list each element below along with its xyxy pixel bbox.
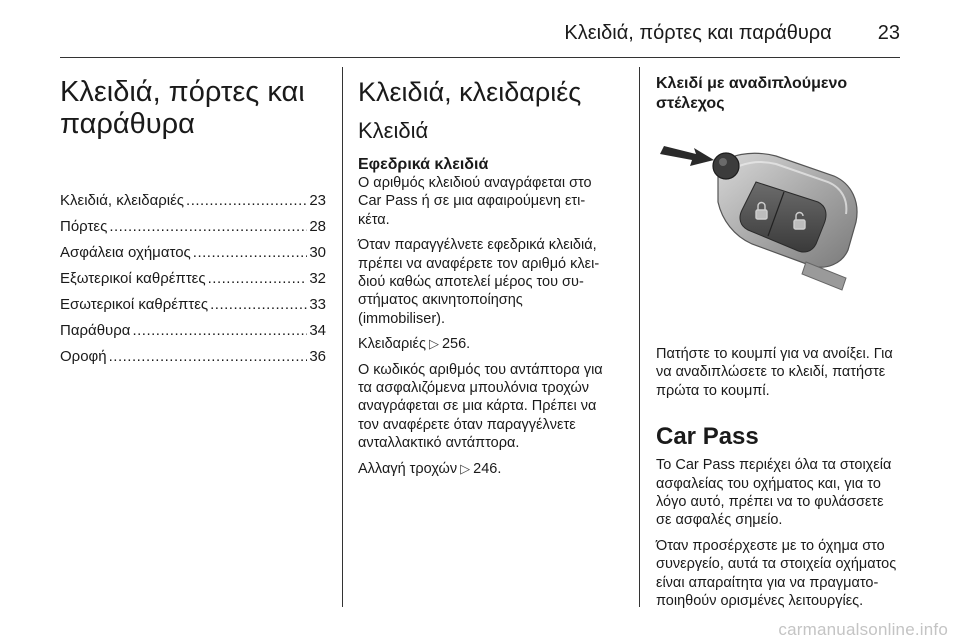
toc-entry[interactable] <box>60 192 326 218</box>
text-line: να αναδιπλώσετε το κλειδί, πατήστε <box>656 364 886 381</box>
cross-reference-label: Κλειδαριές <box>358 336 426 353</box>
figure-caption <box>656 345 922 400</box>
watermark: carmanualsonline.info <box>778 620 948 639</box>
text-line: πρέπει να αναφέρετε τον αριθμό κλει- <box>358 255 600 272</box>
toc-entry-page: 32 <box>309 270 326 287</box>
text-line: Ο αριθμός κλειδιού αναγράφεται στο <box>358 175 592 191</box>
chapter-title-line-2: παράθυρα <box>60 108 195 140</box>
text-line: σε ασφαλές σημείο. <box>656 512 783 529</box>
arrow-reference-icon: ▷ <box>460 460 471 476</box>
running-header <box>60 14 900 52</box>
toc-leader-dots <box>208 270 308 287</box>
text-line: ασφαλείας του οχήματος και, για το <box>656 475 881 492</box>
toc-entry-label: Εσωτερικοί καθρέπτες <box>60 296 209 313</box>
column-divider-2 <box>639 67 640 607</box>
text-line: τον αναφέρετε όταν παραγγέλνετε <box>358 416 576 433</box>
toc-entry-page: 23 <box>309 192 326 209</box>
text-line: ποιηθούν ορισμένες λειτουργίες. <box>656 593 864 610</box>
text-line: (immobiliser). <box>358 310 445 327</box>
car-pass-title: Car Pass <box>656 423 759 451</box>
column-folding-key <box>656 70 922 617</box>
text-line: Πατήστε το κουμπί για να ανοίξει. Για <box>656 346 893 362</box>
toc-entry[interactable] <box>60 296 326 322</box>
header-divider <box>60 57 900 58</box>
text-line: Όταν παραγγέλνετε εφεδρικά κλειδιά, <box>358 237 597 254</box>
cross-reference-label: Αλλαγή τροχών <box>358 460 458 477</box>
toc-entry-page: 34 <box>309 322 326 339</box>
text-line: είναι απαραίτητα για να πραγματο- <box>656 574 879 591</box>
text-line: Car Pass ή σε μια αφαιρούμενη ετι- <box>358 193 586 210</box>
paragraph-car-pass-workshop <box>656 537 922 611</box>
release-button <box>713 153 739 179</box>
toc-leader-dots <box>210 296 307 313</box>
toc-entry-label: Οροφή <box>60 348 107 365</box>
text-line: Όταν προσέρχεστε με το όχημα στο <box>656 537 885 554</box>
toc-entry-page: 33 <box>309 296 326 313</box>
text-line: πρώτα το κουμπί. <box>656 382 770 399</box>
column-divider-1 <box>342 67 343 607</box>
arrow-reference-icon: ▷ <box>428 336 439 352</box>
toc-entry[interactable] <box>60 322 326 348</box>
cross-reference-wheel-change[interactable] <box>358 460 624 478</box>
toc-entry[interactable] <box>60 244 326 270</box>
column-chapter-contents <box>60 70 326 374</box>
page-number: 23 <box>877 21 900 44</box>
toc-entry-label: Πόρτες <box>60 218 108 235</box>
column-keys <box>358 70 624 485</box>
toc-entry-label: Κλειδιά, κλειδαριές <box>60 192 185 209</box>
text-line: Ο κωδικός αριθμός του αντάπτορα για <box>358 361 603 378</box>
paragraph-key-number <box>358 174 624 229</box>
paragraph-car-pass-contents <box>656 456 922 530</box>
folding-key-icon <box>656 132 924 314</box>
toc-leader-dots <box>193 244 308 261</box>
chapter-title <box>60 76 326 140</box>
text-line: τα ασφαλιζόμενα μπουλόνια τροχών <box>358 380 590 397</box>
pointer-arrow-icon <box>660 146 714 166</box>
heading-line: στέλεχος <box>656 95 725 112</box>
text-line: αναγράφεται σε μια κάρτα. Πρέπει να <box>358 398 597 415</box>
toc-leader-dots <box>186 192 307 209</box>
table-of-contents <box>60 192 326 374</box>
toc-entry[interactable] <box>60 348 326 374</box>
cross-reference-locks[interactable] <box>358 335 624 353</box>
toc-leader-dots <box>132 322 307 339</box>
paragraph-adapter-code <box>358 361 624 453</box>
text-line: Το Car Pass περιέχει όλα τα στοιχεία <box>656 457 892 474</box>
toc-entry-label: Εξωτερικοί καθρέπτες <box>60 270 206 287</box>
paragraph-ordering-keys <box>358 236 624 328</box>
text-line: ανταλλακτικό αντάπτορα. <box>358 435 520 452</box>
folding-key-heading <box>656 74 922 114</box>
heading-line: Κλειδί με αναδιπλούμενο <box>656 75 848 92</box>
text-line: στήματος ακινητοποίησης <box>358 292 523 309</box>
section-title: Κλειδιά, κλειδαριές <box>358 77 582 107</box>
toc-leader-dots <box>109 218 307 235</box>
text-line: συνεργείο, αυτά τα στοιχεία οχήματος <box>656 556 897 573</box>
cross-reference-page: 256. <box>441 336 471 353</box>
toc-entry-page: 28 <box>309 218 326 235</box>
chapter-title-line-1: Κλειδιά, πόρτες και <box>60 76 305 108</box>
toc-entry-label: Ασφάλεια οχήματος <box>60 244 191 261</box>
text-line: λόγο αυτό, πρέπει να το φυλάσσετε <box>656 494 884 511</box>
running-header-title: Κλειδιά, πόρτες και παράθυρα <box>564 21 832 44</box>
subsection-title: Κλειδιά <box>358 118 429 143</box>
toc-entry-label: Παράθυρα <box>60 322 131 339</box>
toc-leader-dots <box>109 348 308 365</box>
text-line: κέτα. <box>358 211 390 228</box>
toc-entry-page: 36 <box>309 348 326 365</box>
toc-entry[interactable] <box>60 270 326 296</box>
toc-entry-page: 30 <box>309 244 326 261</box>
cross-reference-page: 246. <box>473 460 502 477</box>
toc-entry[interactable] <box>60 218 326 244</box>
text-line: διού καθώς αποτελεί μέρος του συ- <box>358 274 584 291</box>
spare-keys-heading: Εφεδρικά κλειδιά <box>358 156 489 173</box>
